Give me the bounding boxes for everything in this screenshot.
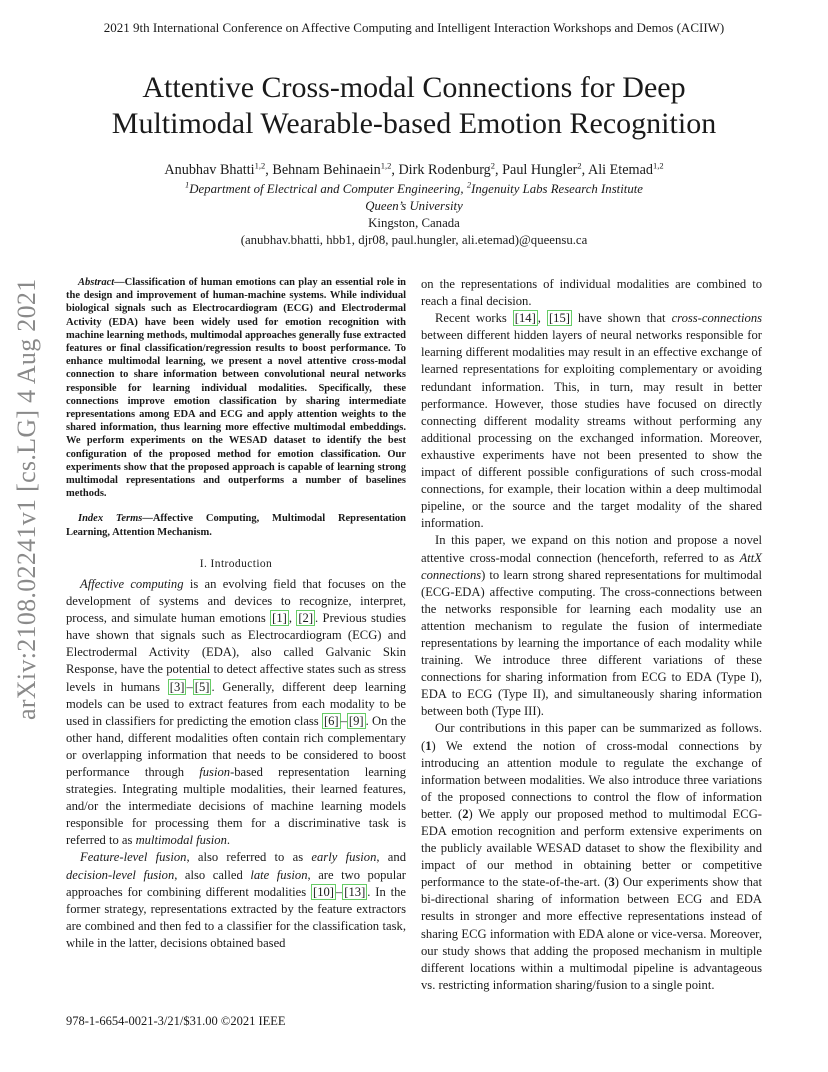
citation-link[interactable]: [13] <box>344 884 366 899</box>
author-separator: , <box>265 162 273 178</box>
citation-link[interactable]: [10] <box>313 884 334 899</box>
affiliation-university: Queen’s University <box>365 199 463 213</box>
citation-link[interactable]: [14] <box>514 311 536 326</box>
right-column <box>421 276 762 994</box>
citation-link[interactable]: [3] <box>169 679 185 694</box>
author-name: Ali Etemad <box>587 162 653 178</box>
abstract-text: —Classification of human emotions can play an essential role in the design and improvement of human-machine systems. While individual biological signals such as Electrocardiogram (ECG) and Electrodermal Activity (EDA) have been widely used for emotion recognition with machine learning methods, multimodal approaches generally fuse extracted features or final classification/regression results to boost performance. To enhance multimodal learning, we present a novel attentive cross-modal connection to share information between convolutional neural networks responsible for learning individual modalities. Specifically, these connections improve emotion classification by sharing intermediate representations among EDA and ECG and apply attention weights to the shared information, thus learning more effective multimodal embeddings. We perform experiments on the WESAD dataset to identify the best configuration of the proposed method for emotion classification. Our experiments show that the proposed approach is capable of learning strong multimodal representations and outperforms a number of baselines methods. <box>66 277 406 500</box>
citation-link[interactable]: [6] <box>323 713 339 728</box>
author-separator: , <box>391 162 399 178</box>
copyright-footer: 978-1-6654-0021-3/21/$31.00 ©2021 IEEE <box>66 1014 286 1028</box>
intro-paragraph-5: Our contributions in this paper can be summarized as follows. (1) We extend the notion of cross-modal connections by introducing an attention module to regulate the exchange of information between modalities. We also introduce three variations of the proposed connections to control the flow of information better. (2) We apply our proposed method to multimodal ECG-EDA emotion recognition and perform extensive experiments on the publicly available WESAD dataset to show the flexibility and impact of our method in obtaining better or competitive performance to the state-of-the-art. (3) Our experiments show that bi-directional sharing of information between ECG and EDA results in stronger and more effective representations instead of sharing ECG information with EDA alone or vice-versa. Moreover, our study shows that adding the proposed mechanism in multiple different locations within a multimodal pipeline is advantageous vs. restricting information sharing/fusion to a single point. <box>421 721 762 992</box>
intro-paragraph-2-continued: on the representations of individual modalities are combined to reach a final decision. <box>421 277 762 309</box>
abstract-label: Abstract <box>78 277 115 288</box>
citation-link[interactable]: [5] <box>194 679 210 694</box>
author-name: Anubhav Bhatti <box>164 162 255 178</box>
affiliation-department: $^1$Department of Electrical and Computer Engineering, $^2$Ingenuity Labs Research Institute <box>185 179 643 196</box>
author-separator: , <box>581 162 588 178</box>
paper-title <box>30 70 798 142</box>
abstract <box>66 276 406 500</box>
arxiv-watermark: arXiv:2108.02241v1 [cs.LG] 4 Aug 2021 <box>12 278 41 720</box>
intro-paragraph-2: Feature-level fusion, also referred to as early fusion, and decision-level fusion, also called late fusion, are two popular approaches for combining different modalities [10] – [13] . In the former strategy, representations extracted by the feature extractors are combined and then fed to a classifier for the classification task, while in the latter, decisions obtained based <box>66 850 406 950</box>
author-emails: (anubhav.bhatti, hbb1, djr08, paul.hungler, ali.etemad)@queensu.ca <box>240 233 588 247</box>
affiliation-city: Kingston, Canada <box>368 216 460 230</box>
citation-link[interactable]: [9] <box>348 713 364 728</box>
title-line-1: Attentive Cross-modal Connections for Deep <box>142 71 686 104</box>
index-terms-label: Index Terms <box>78 513 143 525</box>
author-name: Dirk Rodenburg <box>398 162 491 178</box>
author-affil-sup: 2 <box>490 160 496 171</box>
author-separator: , <box>495 162 503 178</box>
citation-link[interactable]: [1] <box>272 611 287 626</box>
author-affil-sup: 2 <box>577 160 582 171</box>
author-affil-sup: 1,2 <box>380 160 392 171</box>
author-affil-sup: 1,2 <box>652 160 664 171</box>
conference-header: 2021 9th International Conference on Affective Computing and Intelligent Interaction Workshops and Demos (ACIIW) <box>103 20 725 35</box>
author-list <box>0 162 828 179</box>
citation-link[interactable]: [15] <box>548 311 570 326</box>
section-heading-introduction: I. Introduction <box>199 557 273 570</box>
author-affil-sup: 1,2 <box>254 160 266 171</box>
intro-paragraph-3: Recent works [14] , [15] have shown that cross-connections between different hidden layers of neural networks responsible for learning different modalities may result in an effective exchange of learned representations for exploiting complementary or avoiding redundant information. This, in turn, may result in better performance. However, those studies have focused on directly connecting different modality streams without performing any additional processing on the exchanged information. Moreover, exhaustive experiments have not been presented to show the impact of different possible configurations of such cross-modal connections, for example, their location within a deep multimodal pipeline, or the source and the target modality of the shared information. <box>421 311 763 531</box>
author-name: Paul Hungler <box>502 162 578 178</box>
left-column <box>66 276 406 952</box>
intro-paragraph-1: Affective computing is an evolving field that focuses on the development of systems and devices to recognize, interpret, process, and simulate human emotions [1] , [2] . Previous studies have shown that signals such as Electrocardiogram (ECG) and Electrodermal Activity (EDA), also called Galvanic Skin Response, have the potential to detect affective states such as stress levels in humans [3] – [5] . Generally, different deep learning models can be used to extract features from each modality to be used in classifiers for predicting the emotion class [6] – [9] . On the other hand, different modalities often contain rich complementary or overlapping information that needs to be considered to boost performance through fusion-based representation learning strategies. Integrating multiple modalities, their learned features, and/or the intermediate decisions of machine learning models responsible for processing them for a discriminative task is referred to as multimodal fusion. <box>66 576 407 848</box>
title-line-2: Multimodal Wearable-based Emotion Recognition <box>111 107 717 140</box>
citation-link[interactable]: [2] <box>298 611 314 626</box>
author-name: Behnam Behinaein <box>272 162 381 178</box>
index-terms-text: —Affective Computing, Multimodal Representation Learning, Attention Mechanism. <box>66 513 406 538</box>
intro-paragraph-4: In this paper, we expand on this notion and propose a novel attentive cross-modal connection (henceforth, referred to as AttX connections) to learn strong shared representations for multimodal (ECG-EDA) affective computing. The cross-connections between the networks responsible for learning each modality use an attention mechanism to regulate the fusion of intermediate representations by learning the importance of each modality while training. We introduce three different variations of these connections for sharing information from ECG to EDA (Type I), EDA to ECG (Type II), and simultaneously sharing information between both (Type III). <box>421 533 762 719</box>
index-terms <box>66 512 406 538</box>
